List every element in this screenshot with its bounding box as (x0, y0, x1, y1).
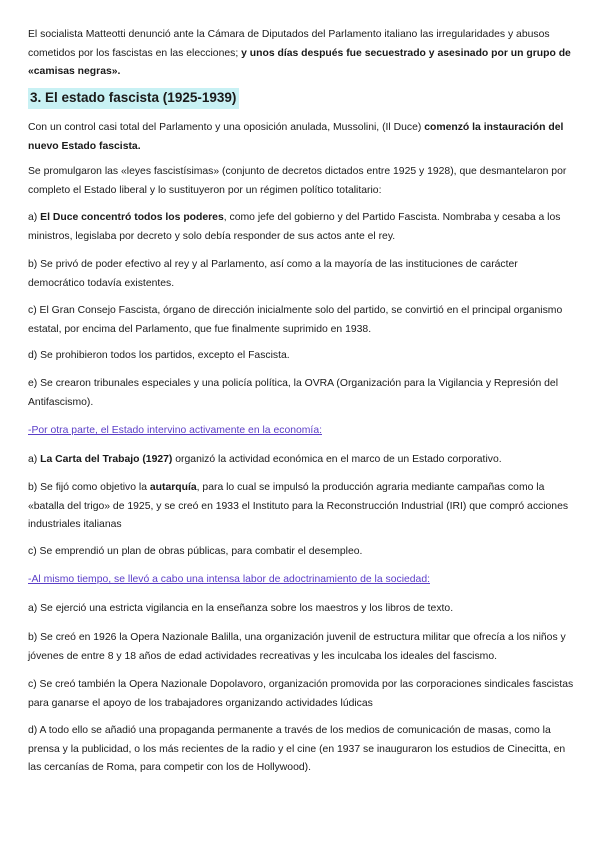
economy-item-c: c) Se emprendió un plan de obras públicas, para combatir el desempleo. (28, 546, 363, 557)
society-item-b: b) Se creó en 1926 la Opera Nazionale Balilla, una organización juvenil de estructura militar que ofrecía a los niños y jóvenes de entre 8 y 18 años de edad actividades recreativas y les inculcaba los ideales del fascismo. (28, 632, 566, 662)
intro-bold-text: y unos días después fue secuestrado y asesinado por un grupo de «camisas negras». (28, 47, 571, 77)
p3-paragraph: Se promulgaron las «leyes fascistísimas» (conjunto de decretos dictados entre 1925 y 1928), que desmantelaron por completo el Estado liberal y lo sustituyeron por un régimen político totalitario: (28, 166, 567, 196)
economy-item-a (28, 451, 574, 470)
society-item-c: c) Se creó también la Opera Nazionale Dopolavoro, organización promovida por las corporaciones sindicales fascistas para ganarse el apoyo de los trabajadores organizando actividades lúdicas (28, 679, 574, 709)
economy-b-prefix: b) Se fijó como objetivo la (28, 482, 150, 493)
list1-item-e: e) Se crearon tribunales especiales y una policía política, la OVRA (Organización para la Vigilancia y Represión del Antifascismo). (28, 378, 559, 408)
economy-link-paragraph (28, 422, 574, 441)
p2-text: Con un control casi total del Parlamento y una oposición anulada, Mussolini, (Il Duce) (28, 122, 425, 133)
society-item-a: a) Se ejerció una estricta vigilancia en la enseñanza sobre los maestros y los libros de texto. (28, 603, 454, 614)
economy-b-text: , para lo cual se impulsó la producción agraria mediante campañas como la «batalla del trigo» de 1925, y se creó en 1933 el Instituto para la Reconstrucción Industrial (IRI) que compró acciones industriales italianas (28, 482, 569, 530)
p2-bold-text: comenzó la instauración del nuevo Estado fascista. (28, 122, 564, 152)
economy-a-text: organizó la actividad económica en el marco de un Estado corporativo. (172, 454, 502, 465)
list1-item-c: c) El Gran Consejo Fascista, órgano de dirección inicialmente solo del partido, se convirtió en el principal organismo estatal, por encima del Parlamento, que fue finalmente suprimido en 1938. (28, 305, 563, 335)
list1-a-text: , como jefe del gobierno y del Partido Fascista. Nombraba y cesaba a los ministros, legislaba por decreto y solo debía responder de sus actos ante el rey. (28, 212, 561, 242)
economy-a-prefix: a) (28, 454, 41, 465)
list1-a-prefix: a) (28, 212, 41, 223)
economy-b-bold: autarquía (149, 482, 197, 493)
society-link[interactable]: -Al mismo tiempo, se llevó a cabo una intensa labor de adoctrinamiento de la sociedad: (28, 574, 430, 585)
section-heading: 3. El estado fascista (1925-1939) (28, 88, 239, 109)
intro-text: El socialista Matteotti denunció ante la Cámara de Diputados del Parlamento italiano las irregularidades y abusos cometidos por los fascistas en las elecciones; (28, 29, 550, 59)
list1-item-b: b) Se privó de poder efectivo al rey y al Parlamento, así como a la mayoría de las instituciones de carácter democrático todavía existentes. (28, 259, 518, 289)
p2-paragraph (28, 119, 574, 156)
list1-a-bold: El Duce concentró todos los poderes (40, 212, 224, 223)
intro-paragraph (28, 26, 574, 82)
society-link-paragraph (28, 571, 574, 590)
economy-item-b (28, 479, 574, 535)
economy-link[interactable]: -Por otra parte, el Estado intervino activamente en la economía: (28, 425, 322, 436)
society-item-d: d) A todo ello se añadió una propaganda permanente a través de los medios de comunicación de masas, como la prensa y la publicidad, o los más recientes de la radio y el cine (en 1937 se inauguraron los estudios de Cinecitta, en las cercanías de Roma, para competir con los de Hollywood). (28, 725, 566, 773)
list1-item-a (28, 209, 574, 246)
economy-a-bold: La Carta del Trabajo (1927) (40, 454, 173, 465)
list1-item-d: d) Se prohibieron todos los partidos, excepto el Fascista. (28, 350, 290, 361)
